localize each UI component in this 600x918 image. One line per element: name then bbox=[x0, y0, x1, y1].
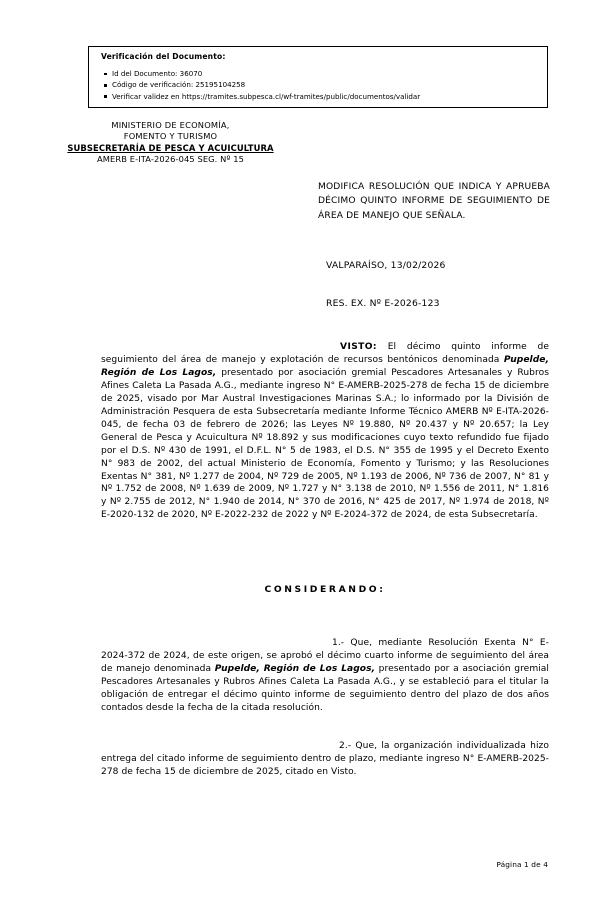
verification-item-url: Verificar validez en https://tramites.subpesca.cl/wf-tramites/public/documentos/validar bbox=[103, 91, 420, 102]
considerando-1-area-name: Pupelde, Región de Los Lagos, bbox=[214, 664, 376, 674]
considerando-heading: CONSIDERANDO: bbox=[264, 584, 386, 595]
considerando-item-2 bbox=[101, 731, 549, 788]
verification-list bbox=[103, 68, 420, 102]
considerando-item-1 bbox=[101, 628, 549, 724]
verification-box bbox=[88, 46, 548, 108]
visto-section bbox=[101, 341, 549, 522]
visto-area-name: Pupelde, Región de Los Lagos, bbox=[101, 354, 549, 378]
resolution-number: RES. EX. Nº E-2026-123 bbox=[326, 298, 440, 309]
verification-item-id: Id del Documento: 36070 bbox=[103, 68, 420, 79]
document-title: MODIFICA RESOLUCIÓN QUE INDICA Y APRUEBA DÉCIMO QUINTO INFORME DE SEGUIMIENTO DE ÁREA DE MANEJO QUE SEÑALA. bbox=[318, 182, 550, 221]
ministry-line-1: MINISTERIO DE ECONOMÍA, bbox=[111, 120, 230, 130]
visto-label: VISTO: bbox=[340, 342, 377, 352]
visto-paragraph bbox=[101, 341, 549, 522]
considerando-item-1-paragraph bbox=[101, 637, 549, 715]
ministry-line-2: FOMENTO Y TURISMO bbox=[123, 131, 218, 142]
considerando-2-text: 2.- Que, la organización individualizada hizo entrega del citado informe de seguimiento dentro de plazo, mediante ingreso N° E-AMERB-2025-278 de fecha 15 de diciembre de 2025, citado en Visto. bbox=[101, 741, 549, 777]
considerando-1-text-part-1: 1.- Que, mediante Resolución Exenta N° E-2024-372 de 2024, de este origen, se aprobó el décimo cuarto informe de seguimiento del área de manejo denominada bbox=[101, 638, 549, 674]
visto-text-part-2: presentado por asociación gremial Pescadores Artesanales y Rubros Afines Caleta La Pasada A.G., mediante ingreso N° E-AMERB-2025-278 de fecha 15 de diciembre de 2025, visado por Mar Austral Investigaciones Marinas S.A.; lo informado por la División de Administración Pesquera de esta Subsecretaría mediante Informe Técnico AMERB Nº E-ITA-2026-045, de fecha 03 de febrero de 2026; las Leyes Nº 19.880, Nº 20.437 y Nº 20.657; la Ley General de Pesca y Acuicultura Nº 18.892 y sus modificaciones cuyo texto refundido fue fijado por el D.S. Nº 430 de 1991, el D.F.L. N° 5 de 1983, el D.S. N° 355 de 1995 y el Decreto Exento N° 983 de 2002, del actual Ministerio de Economía, Fomento y Turismo; y las Resoluciones Exentas N° 381, Nº 1.277 de 2004, Nº 729 de 2005, Nº 1.193 de 2006, Nº 736 de 2007, N° 81 y Nº 1.752 de 2008, Nº 1.639 de 2009, Nº 1.727 y N° 3.138 de 2010, Nº 1.556 de 2011, N° 1.816 y Nº 2.755 de 2012, N° 1.940 de 2014, N° 370 de 2016, N° 425 de 2017, Nº 1.974 de 2018, Nº E-2020-132 de 2020, Nº E-2022-232 de 2022 y Nº E-2024-372 de 2024, de esta Subsecretaría. bbox=[101, 367, 549, 521]
page-footer: Página 1 de 4 bbox=[496, 860, 548, 869]
considerando-item-2-paragraph bbox=[101, 740, 549, 779]
subsecretaria-title: SUBSECRETARÍA DE PESCA Y ACUICULTURA bbox=[67, 142, 274, 153]
visto-text-part-1: El décimo quinto informe de seguimiento del área de manejo y explotación de recursos bentónicos denominada bbox=[101, 342, 549, 365]
ministry-header bbox=[38, 120, 303, 165]
considerando-1-text-part-2: presentado por a asociación gremial Pescadores Artesanales y Rubros Afines Caleta La Pasada A.G., y se estableció para el titular la obligación de entregar el décimo quinto informe de seguimiento dentro del plazo de dos años contados desde la fecha de la citada resolución. bbox=[101, 664, 549, 713]
verification-item-code: Código de verificación: 25195104258 bbox=[103, 79, 420, 90]
city-and-date: VALPARAÍSO, 13/02/2026 bbox=[326, 260, 446, 271]
verification-title: Verificación del Documento: bbox=[101, 52, 226, 61]
amerb-code: AMERB E-ITA-2026-045 SEG. Nº 15 bbox=[97, 153, 244, 164]
